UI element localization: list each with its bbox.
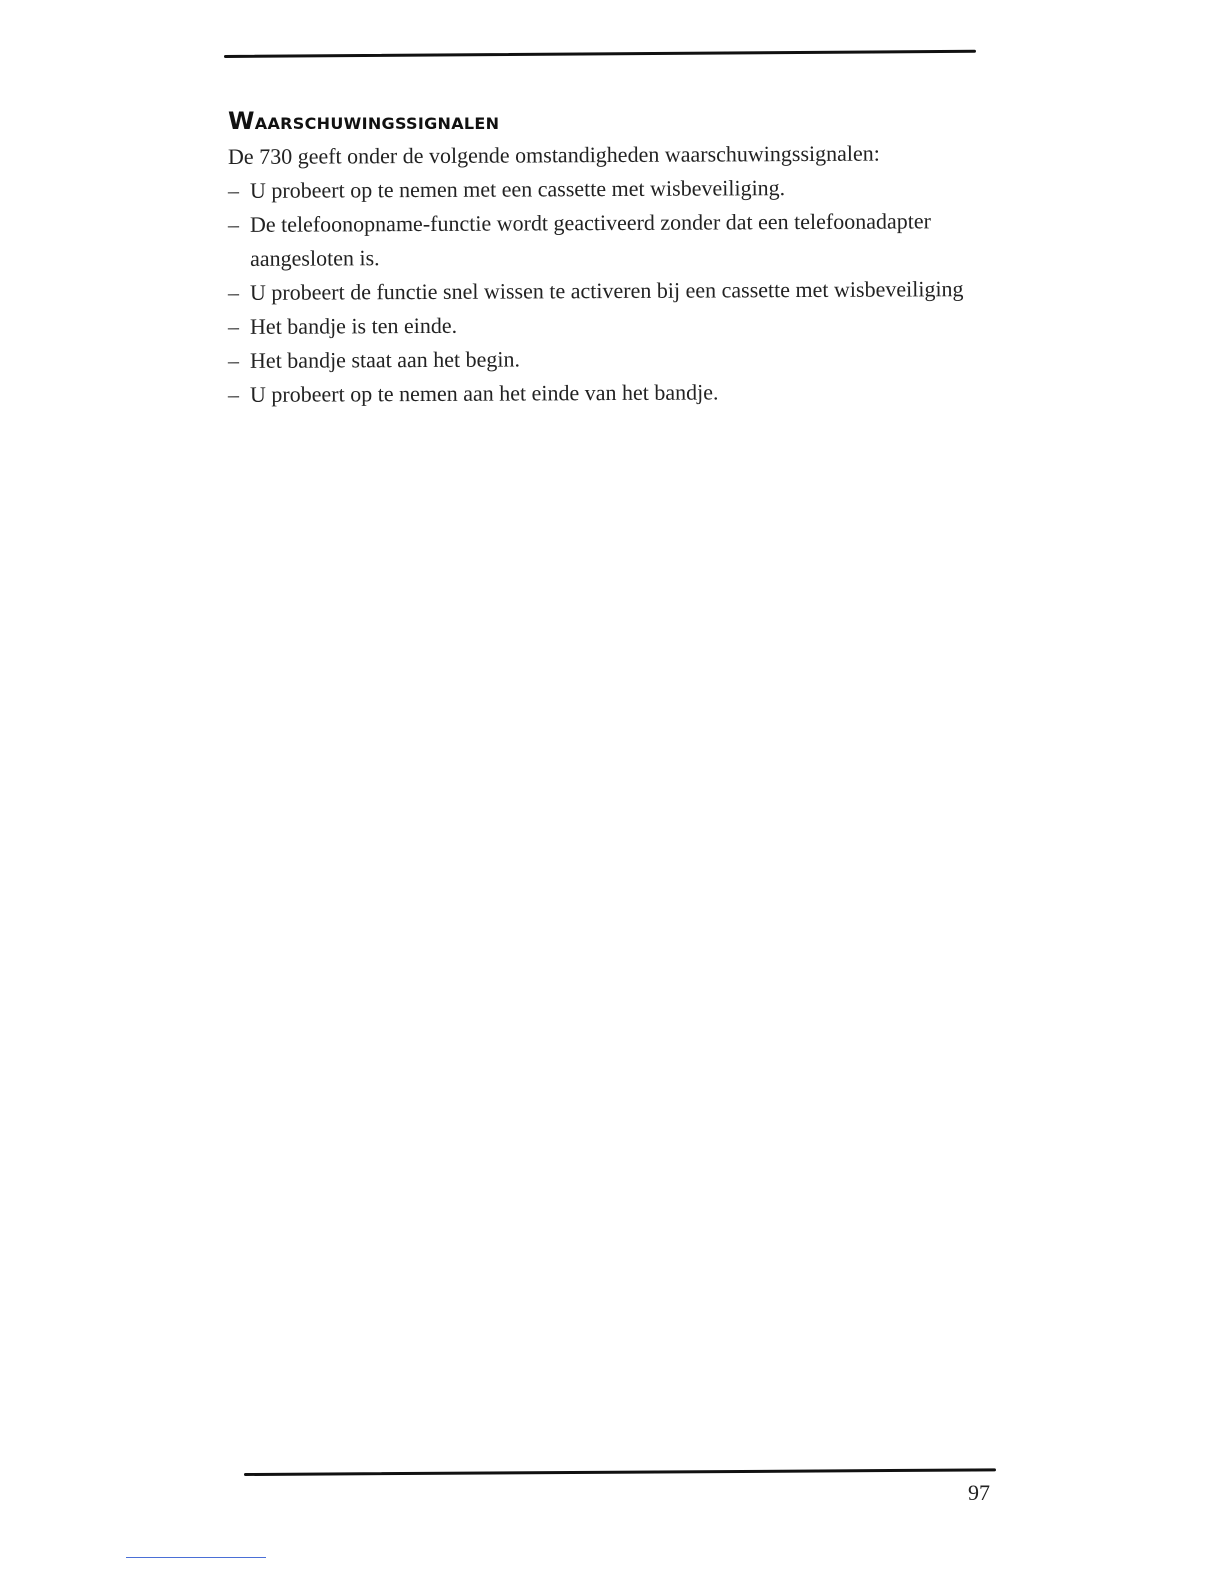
section-heading-initial: W	[228, 107, 255, 135]
list-dash: –	[227, 279, 240, 305]
warning-list	[228, 174, 968, 412]
list-item	[228, 306, 968, 344]
list-item	[228, 340, 968, 378]
page-number: 97	[968, 1480, 990, 1505]
list-item	[228, 204, 968, 276]
list-item-text: U probeert op te nemen met een cassette met wisbeveiliging.	[249, 175, 786, 203]
list-dash: –	[227, 313, 240, 339]
section-heading	[228, 107, 499, 135]
list-item-text: De telefoonopname-functie wordt geactiveerd zonder dat een telefoonadapter aangesloten is.	[249, 208, 932, 271]
list-item	[228, 374, 968, 412]
intro-paragraph: De 730 geeft onder de volgende omstandigheden waarschuwingssignalen:	[227, 140, 880, 169]
list-dash: –	[227, 177, 240, 203]
list-dash: –	[227, 347, 240, 373]
list-item	[228, 272, 968, 310]
list-item	[228, 170, 968, 208]
scan-underline	[126, 1557, 266, 1558]
list-dash: –	[227, 381, 240, 407]
list-item-text: Het bandje staat aan het begin.	[249, 346, 521, 373]
list-item-text: Het bandje is ten einde.	[249, 312, 458, 339]
section-body	[228, 140, 968, 412]
top-rule	[224, 50, 976, 58]
section-heading-rest: AARSCHUWINGSSIGNALEN	[254, 114, 500, 133]
list-item-text: U probeert de functie snel wissen te activeren bij een cassette met wisbeveiliging	[249, 276, 964, 305]
bottom-rule	[244, 1468, 996, 1476]
list-dash: –	[227, 211, 239, 238]
list-item-text: U probeert op te nemen aan het einde van het bandje.	[249, 379, 719, 407]
